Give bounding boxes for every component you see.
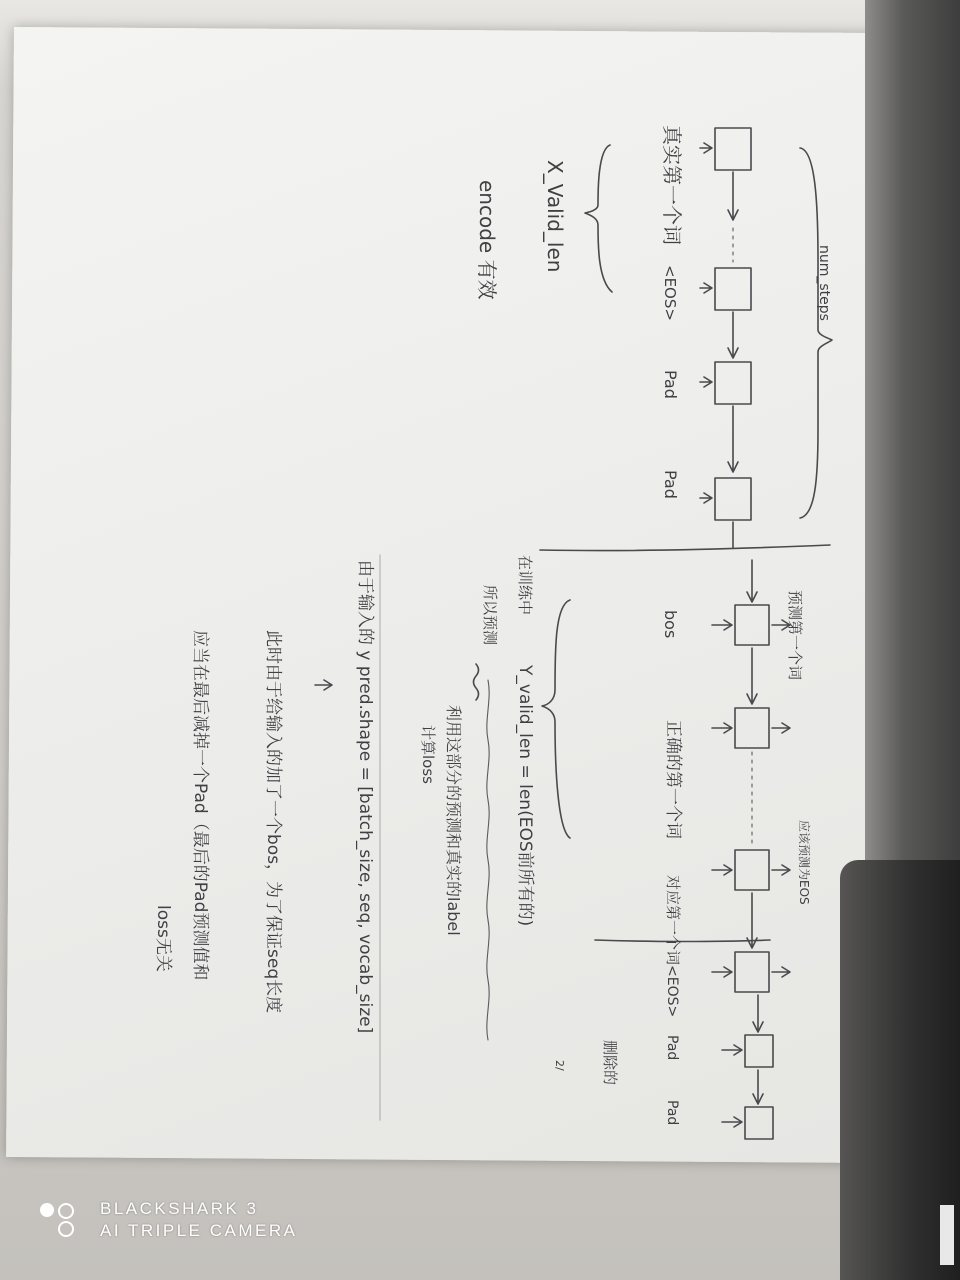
dec-out-3: [772, 865, 790, 875]
dec-arrow-4: [753, 1070, 763, 1104]
camera-lens-icon: [40, 1201, 86, 1241]
drop-last-pad-line: 应当在最后减掉一个Pad（最后的Pad预测值和: [190, 630, 210, 981]
decoder-cell-3: [735, 850, 769, 890]
bos-label: bos: [661, 610, 680, 639]
small-arrow: [315, 680, 332, 690]
encoder-cell-4: [715, 478, 751, 520]
encoder-labels: [475, 125, 832, 499]
pad-label-3: Pad: [664, 1035, 680, 1061]
encoder-cell-1: [715, 128, 751, 170]
divider-line: [540, 545, 830, 551]
encode-effective-label: encode 有效: [475, 180, 499, 300]
enc-in-4: [700, 493, 712, 503]
dec-in-3: [712, 865, 732, 875]
x-valid-len-label: X_Valid_len: [543, 160, 567, 273]
loss-none-line: loss无关: [153, 905, 173, 972]
correct-first-label: 正确的第一个词: [663, 720, 683, 839]
encoder-cell-3: [715, 362, 751, 404]
pad-label-1: Pad: [661, 370, 680, 399]
dec-out-4: [772, 967, 790, 977]
decoder-cell-4: [735, 952, 769, 992]
enc-in-3: [700, 377, 712, 387]
encoder-cell-2: [715, 268, 751, 310]
dec-arrow-0: [747, 560, 757, 602]
dec-in-5: [722, 1045, 742, 1055]
num-steps-label: num_steps: [816, 245, 832, 321]
encoder-row: [585, 128, 832, 548]
enc-arrow-2: [728, 312, 738, 358]
predicted-eos-label: 应该预测为EOS: [797, 820, 811, 905]
wavy-1: [474, 664, 479, 700]
eos-label-1: <EOS>: [661, 265, 679, 321]
dec-arrow-3: [753, 995, 763, 1032]
enc-arrow-1: [728, 172, 738, 220]
small-2-label: 2/: [553, 1060, 566, 1071]
dec-arrow-1: [747, 648, 757, 704]
predicted-first-label: 预测第一个词: [786, 590, 804, 681]
camera-watermark: [40, 1195, 400, 1250]
dec-in-6: [722, 1117, 742, 1127]
explanation-text: [153, 555, 535, 1033]
dec-in-4: [712, 967, 732, 977]
decoder-bos-line: 此时由于给输入的加了一个bos，为了保证seq长度: [263, 630, 283, 1014]
num-steps-brace: [800, 148, 832, 518]
loss-brace: [542, 600, 570, 838]
ignored-label: 删除的: [601, 1040, 619, 1086]
decoder-cell-5: [745, 1035, 773, 1067]
real-first-word-label: 真实第一个词: [660, 125, 684, 245]
dec-out-2: [772, 723, 790, 733]
use-partial-line: 利用这部分的预测和真实的label: [444, 705, 463, 936]
pad-label-2: Pad: [661, 470, 680, 499]
enc-in-1: [700, 143, 712, 153]
pad-label-4: Pad: [664, 1100, 680, 1126]
dec-in-2: [712, 723, 732, 733]
decoder-cell-1: [735, 605, 769, 645]
so-predict-label: 所以预测: [481, 585, 499, 646]
enc-arrow-3: [728, 406, 738, 472]
calc-loss-line: 计算loss: [419, 725, 437, 784]
wavy-underline: [487, 680, 489, 1040]
dec-in-1: [712, 620, 732, 630]
then-second-label: 对应第一个词: [664, 875, 682, 966]
watermark-brand: BLACKSHARK 3: [100, 1199, 259, 1218]
decoder-cell-6: [745, 1107, 773, 1139]
in-training-label: 在训练中: [516, 555, 534, 616]
eos-label-2: <EOS>: [664, 965, 680, 1018]
y-valid-len-line: Y_valid_len = len(EOS前所有的): [515, 665, 535, 927]
pred-shape-line: 由于输入的 y pred.shape = [batch_size, seq, vocab_size]: [355, 560, 375, 1034]
x-valid-brace: [585, 145, 612, 292]
decoder-cell-2: [735, 708, 769, 748]
enc-in-2: [700, 283, 712, 293]
watermark-camera: AI TRIPLE CAMERA: [100, 1221, 298, 1240]
